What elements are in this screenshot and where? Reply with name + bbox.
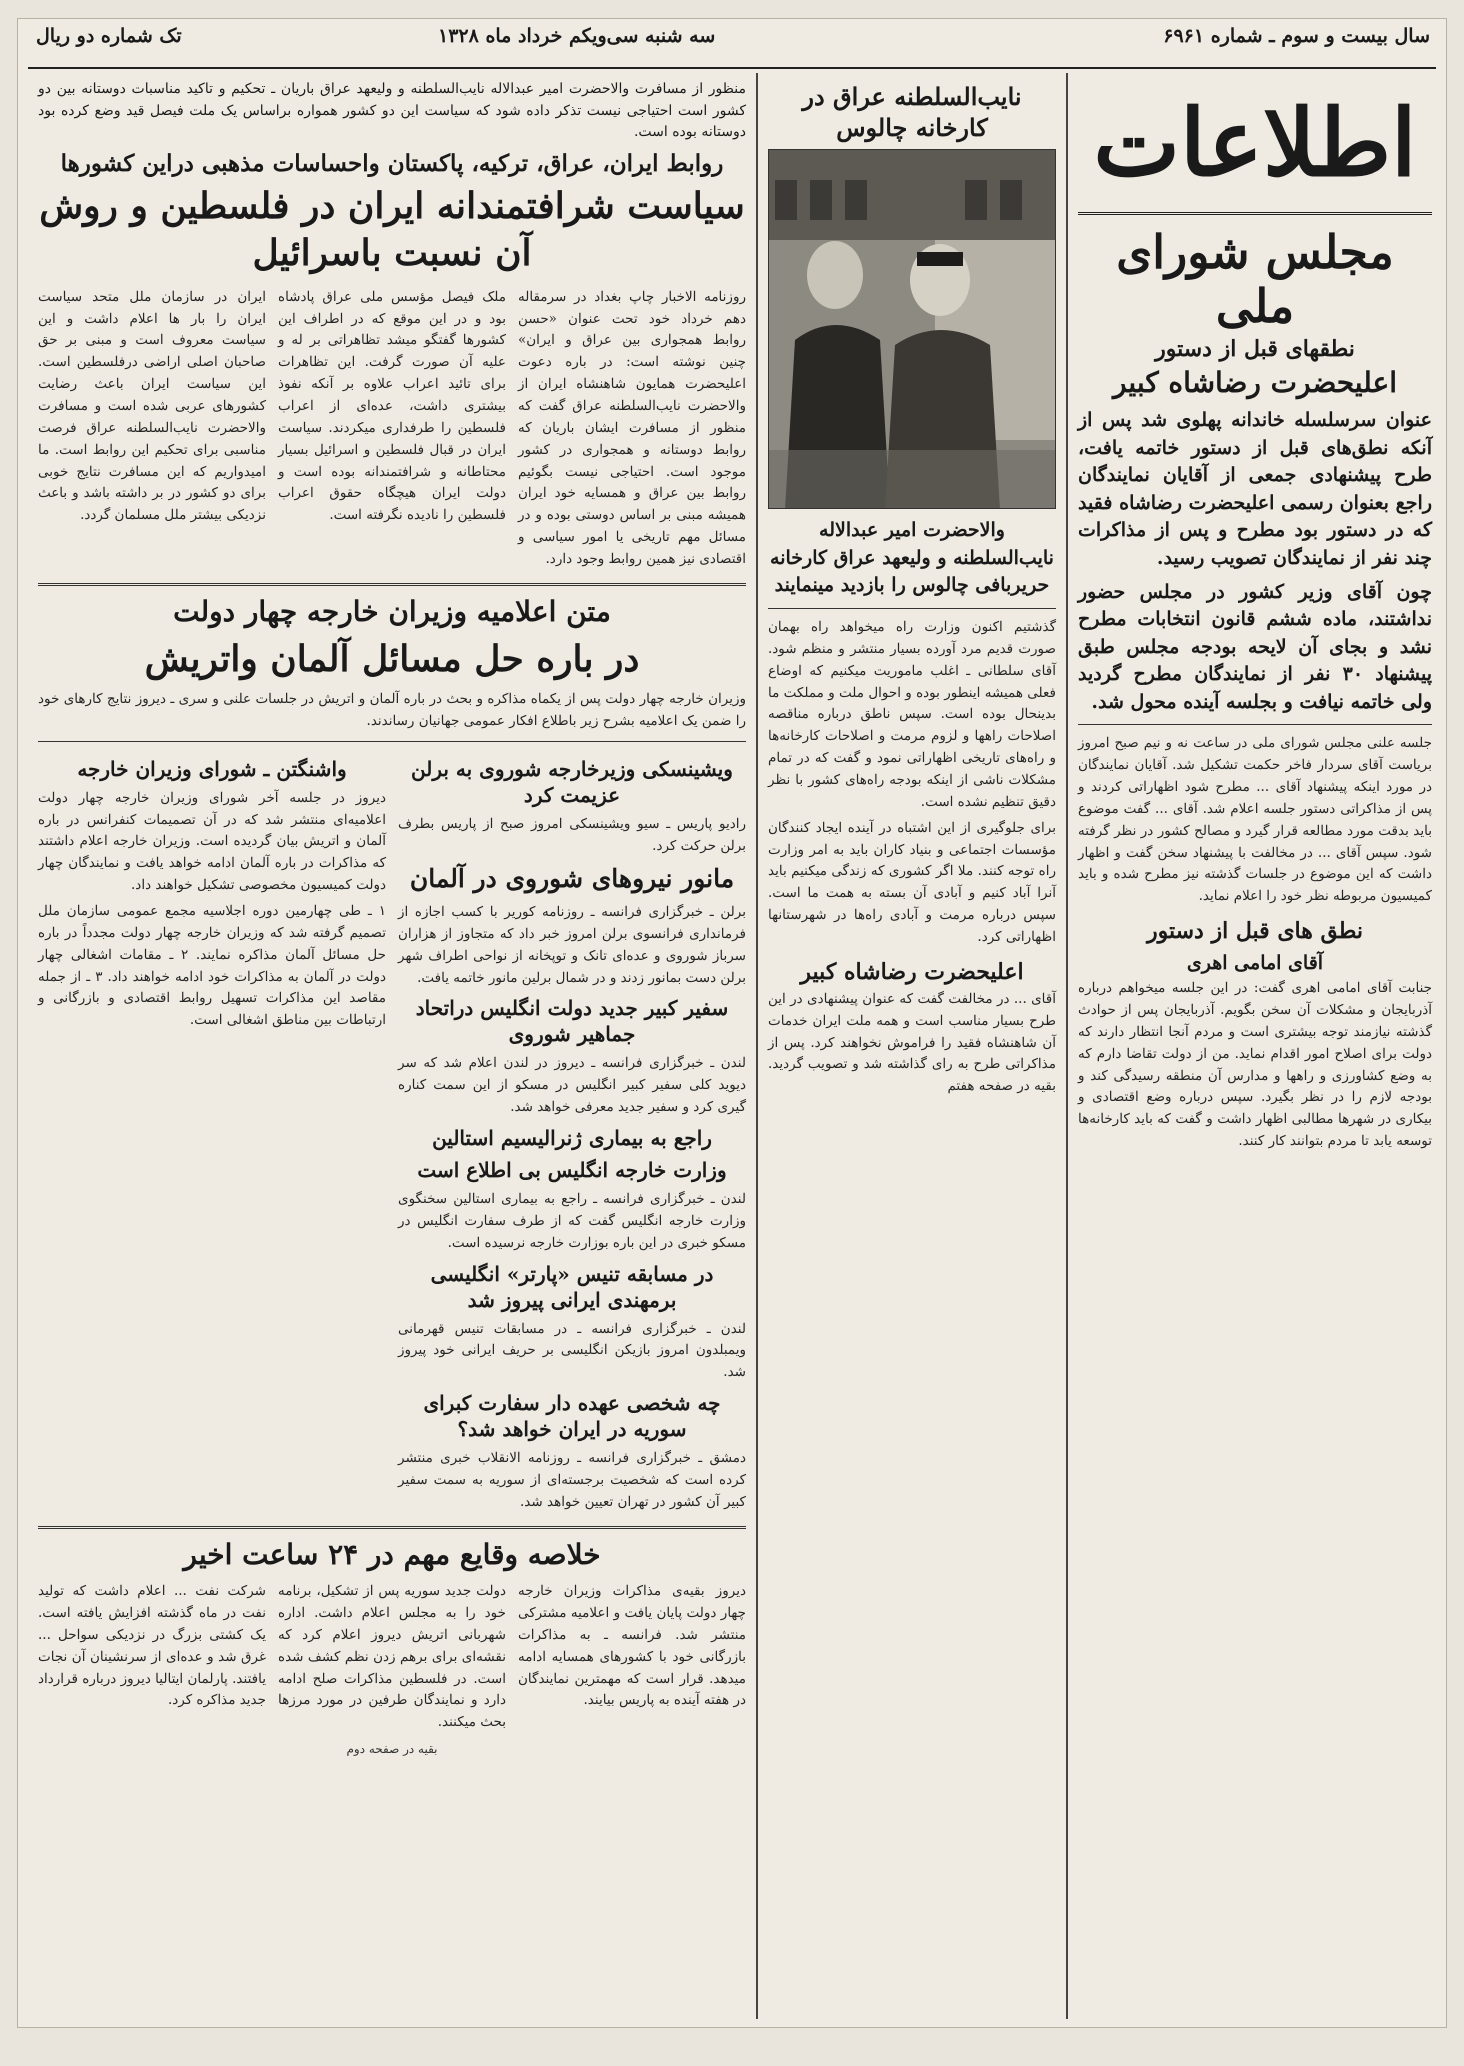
- notice-body: وزیران خارجه چهار دولت پس از یکماه مذاکره و بحث در باره آلمان و اتریش در جلسات علنی و سری ـ دیروز نتایج کارهای خود را ضمن یک اعلامیه بشرح زیر باطلاع افکار عمومی جهانیان رساندند.: [38, 691, 746, 729]
- divider: [38, 583, 746, 586]
- parliament-headline: مجلس شورای ملی: [1116, 225, 1394, 334]
- summary-body-1: دیروز بقیه‌ی مذاکرات وزیران خارجه چهار دولت پایان یافت و اعلامیه مشترکی منتشر شد. فرانسه ـ به مذاکرات بازرگانی خود با کشورهای همسایه ادامه میدهد. قرار است که مهمترین نمایندگان در هفته آینده به پاریس بیایند.: [518, 1583, 746, 1709]
- mid-body-2: ۱ ـ طی چهارمین دوره اجلاسیه مجمع عمومی سازمان ملل تصمیم گرفته شد که وزیران خارجه چهار دولت مجدداً در باره حل مسائل آلمان مذاکره نمایند. ۲ ـ مقامات اشغالی چهار دولت در آلمان به مذاکرات خود ادامه خواهند داد. ۳ ـ از جمله مقاصد این مذاکرات تسهیل روابط اقتصادی و بازرگانی و ارتباطات بین مناطق اشغالی است.: [38, 903, 386, 1029]
- section-title: نطق های قبل از دستور: [1146, 918, 1364, 945]
- block4-title: راجع به بیماری ژنرالیسیم استالین: [432, 1125, 712, 1150]
- parliament-lead-2: چون آقای وزیر کشور در مجلس حضور نداشتند، ماده ششم قانون انتخابات مطرح نشد و بجای آن لایحه بودجه مجلس طبق پیشنهاد ۳۰ نفر از نمایندگان مطرح گردید ولی خاتمه نیافت و بجلسه آینده محول شد.: [1078, 580, 1432, 713]
- photo-caption: والاحضرت امیر عبدالاله نایب‌السلطنه و ولیعهد عراق کارخانه حریربافی چالوس را بازدید مینمایند: [770, 519, 1054, 597]
- summary-body-3: شرکت نفت ... اعلام داشت که تولید نفت در ماه گذشته افزایش یافته است. یک کشتی بزرگ در نزدیکی سواحل ... غرق شد و عده‌ای از سرنشینان آن نجات یافتند. پارلمان ایتالیا دیروز درباره قرارداد جدید مذاکره کرد.: [38, 1583, 266, 1709]
- divider: [38, 1526, 746, 1529]
- column-parliament: [1068, 73, 1446, 2019]
- block1-body: رادیو پاریس ـ سیو ویشینسکی امروز صبح از پاریس بطرف برلن حرکت کرد.: [398, 815, 746, 854]
- summary-body-2: دولت جدید سوریه پس از تشکیل، برنامه خود را به مجلس اعلام داشت. اداره شهربانی اتریش دیروز اعلام کرد که نقشه‌ای برای برهم زدن نظم کشف شده است. در فلسطین مذاکرات صلح ادامه دارد و نمایندگان طرفین در مورد مرزها بحث میکنند.: [278, 1583, 506, 1731]
- mid-title: واشنگتن ـ شورای وزیران خارجه: [77, 756, 347, 781]
- lower-columns: [38, 750, 746, 1518]
- parliament-subhead-2: اعلیحضرت رضاشاه کبیر: [1112, 365, 1398, 399]
- issue-date: سه شنبه سی‌ویکم خرداد ماه ۱۳۲۸: [438, 25, 716, 47]
- photo-body-1: گذشتیم اکنون وزارت راه میخواهد راه بهمان صورت قدیم مرد آورده بسیار منتشر و منظم شود. آقای سلطانی ـ اغلب ماموریت میکنیم که اوضاع فعلی همیشه اینطور بوده و احوال ملت و مملکت ما بدینحال بوده است. سپس ناطق درباره مناقصه اصلاحات راهها و لزوم مرمت و اصلاحات کارخانه‌ها و راه‌های تاریخی اظهاراتی نمود و گفت که در تمام مشکلات ناشی از اینکه بودجه راه‌های کشور با نظر دقیق تنظیم نشده است.: [768, 619, 1056, 810]
- block5-body: لندن ـ خبرگزاری فرانسه ـ در مسابقات تنیس قهرمانی ویمبلدون امروز بازیکن انگلیسی بر حریف ایرانی خود پیروز شد.: [398, 1320, 746, 1381]
- continued-note: بقیه در صفحه دوم: [346, 1742, 438, 1757]
- photo-section-subtitle: اعلیحضرت رضاشاه کبیر: [800, 958, 1024, 985]
- photo-title: نایب‌السلطنه عراق در کارخانه چالوس: [802, 82, 1022, 143]
- summary-title: خلاصه وقایع مهم در ۲۴ ساعت اخیر: [183, 1537, 601, 1571]
- divider: [38, 741, 746, 742]
- newspaper-page: [17, 18, 1447, 2028]
- photo-body-3: آقای ... در مخالفت گفت که عنوان پیشنهادی در این طرح بسیار مناسب است و همه ملت ایران خدمات آن شاهنشاه فقید را فراموش نخواهند کرد. پس از مذاکراتی طرح به رای گذاشته شد و تصویب گردید. بقیه در صفحه هفتم: [768, 990, 1056, 1095]
- news-body-a: روزنامه الاخبار چاپ بغداد در سرمقاله دهم خرداد خود تحت عنوان «حسن روابط همجواری بین عراق و ایران» چنین نوشته است: در باره دعوت اعلیحضرت همایون شاهنشاه ایران از والاحضرت نایب‌السلطنه عراق گفت که منظور از مسافرت ایشان باریان که روابط دوستانه و همجواری در کشور موجود است. احتیاجی نیست بگوئیم روابط بین عراق و همسایه خود ایران همیشه مبنی بر اساس دوستی بوده و در مسائل مهم تاریخی یا امور سیاسی و اقتصادی نیز همین روابط وجود دارد.: [518, 288, 746, 567]
- parliament-subhead-1: نطقهای قبل از دستور: [1155, 336, 1355, 363]
- news-body-b: ملک فیصل مؤسس ملی عراق پادشاه بود و در این موقع که در اطراف این کشورها گفتگو میشد تظاهراتی بر له و علیه آن صورت گرفت. این تظاهرات برای تائید اعراب علاوه بر آنکه نفوذ بیشتری داشت، عده‌ای از اعراب فلسطین را طرفداری میکردند. سیاست ایران در قبال فلسطین و اسرائیل بسیار محتاطانه و شرافتمندانه بوده است و دولت ایران هیچگاه حقوق اعراب فلسطین را نادیده نگرفته است.: [278, 288, 506, 524]
- summary-columns: [38, 1577, 746, 1738]
- wire-news: [398, 750, 746, 1518]
- parliament-body-1: جلسه علنی مجلس شورای ملی در ساعت نه و نیم صبح امروز بریاست آقای سردار فاخر حکمت تشکیل شد. آقایان نمایندگان در مورد اینکه پیشنهاد آقای ... مطرح شود اظهاراتی کردند و پس از مذاکراتی دستور جلسه اعلام شد. آقای ... گفت موضوع باید بدقت مورد مطالعه قرار گیرد و مصالح کشور در نظر گرفته شود. سپس آقای ... در مخالفت با پیشنهاد سخن گفت و اظهار داشت که این موضوع در جلسات گذشته نیز مطرح شده و باید کمیسیون مربوطه نظر خود را اعلام نماید.: [1078, 735, 1432, 905]
- notice-headline: در باره حل مسائل آلمان واتریش: [144, 638, 640, 681]
- section-subtitle: آقای امامی اهری: [1186, 952, 1324, 975]
- block6-title: چه شخصی عهده دار سفارت کبرای سوریه در ایران خواهد شد؟: [423, 1391, 721, 1442]
- divider: [768, 608, 1056, 609]
- notice-title: متن اعلامیه وزیران خارجه چهار دولت: [173, 594, 611, 628]
- council-news: [38, 750, 386, 1518]
- photo-body-2: برای جلوگیری از این اشتباه در آینده ایجاد کنندگان مؤسسات اجتماعی و بنیاد کاران باید به امر وزارت راه توجه کنند. ملا اگر کشوری که زندگی میکنیم باید آنرا آباد کنیم و آبادی آن بسته به همت ما است. سپس درباره مرمت و آبادی راه‌ها در شهرستانها اظهاراتی کرد.: [768, 819, 1056, 946]
- block5-title: در مسابقه تنیس «پارتر» انگلیسی برمهندی ایرانی پیروز شد: [430, 1261, 714, 1312]
- news-headline-small: روابط ایران، عراق، ترکیه، پاکستان واحساسات مذهبی دراین کشورها: [60, 150, 724, 178]
- mid-body-1: دیروز در جلسه آخر شورای وزیران خارجه چهار دولت اعلامیه‌ای منتشر شد که در آن تصمیمات کنفرانس در باره آلمان و اتریش بیان گردیده است. وزیران خارجه اعلام داشتند که مذاکرات در باره آلمان ادامه خواهد یافت و نمایندگان چهار دولت کمیسیون مخصوصی تشکیل خواهند داد.: [38, 789, 386, 894]
- block4-body: لندن ـ خبرگزاری فرانسه ـ راجع به بیماری استالین سخنگوی وزارت خارجه انگلیس گفت که از طرف سفارت انگلیس در مسکو خبری در این باره بوزارت خارجه نرسیده است.: [398, 1190, 746, 1251]
- news-photo: [768, 149, 1056, 509]
- parliament-body-2: جنابت آقای امامی اهری گفت: در این جلسه میخواهم درباره آذربایجان و مشکلات آن سخن بگویم. آذربایجان پس از حوادث گذشته نیازمند توجه بیشتری است و مردم آنجا انتظار دارند که دولت برای اصلاح امور اقدام نماید. من از دولت تقاضا دارم که به وضع کشاورزی و راهها و مدارس آن منطقه رسیدگی کند و بودجه لازم را در نظر بگیرد. سپس درباره وضع اقتصادی و بیکاری در شهرها مطالبی اظهار داشت و گفت که باید کارخانه‌ها توسعه یابد تا مردم بتوانند کار کنند.: [1078, 980, 1432, 1150]
- masthead-rule: [1078, 212, 1432, 215]
- news-headline-big: سیاست شرافتمندانه ایران در فلسطین و روش آن نسبت باسرائیل: [39, 185, 745, 274]
- divider: [1078, 724, 1432, 725]
- block3-title: سفیر کبیر جدید دولت انگلیس دراتحاد جماهیر شوروی: [415, 996, 729, 1047]
- block2-body: برلن ـ خبرگزاری فرانسه ـ روزنامه کوریر با کسب اجازه از فرمانداری فرانسوی برلن امروز خبر داد که متجاوز از هزاران سرباز شوروی و عده‌ای تانک و توپخانه از نواحی اطراف شهر برلن دست بمانور زدند و در شمال برلین مانور خاتمه یافت.: [398, 903, 746, 986]
- news-intro: منظور از مسافرت والاحضرت امیر عبدالاله نایب‌السلطنه و ولیعهد عراق باریان ـ تحکیم و تاکید مناسبات دوستانه بین دو کشور است احتیاجی نیست تذکر داده شود که سیاست این دو کشور همواره براساس یک ملت فیصل قید وضع کرده بود دوستانه بوده است.: [38, 81, 746, 141]
- photo-image: [768, 150, 1055, 509]
- block2-title: مانور نیروهای شوروی در آلمان: [409, 864, 735, 894]
- column-photo: [758, 73, 1068, 2019]
- issue-number: سال بیست و سوم ـ شماره ۶۹۶۱: [1163, 25, 1430, 47]
- block4-subtitle: وزارت خارجه انگلیس بی اطلاع است: [417, 1157, 727, 1182]
- block6-body: دمشق ـ خبرگزاری فرانسه ـ روزنامه الانقلاب خبری منتشر کرده است که شخصیت برجسته‌ای از سوریه به سمت سفیر کبیر آن کشور در تهران تعیین خواهد شد.: [398, 1450, 746, 1510]
- news-columns: [38, 283, 746, 575]
- header-rule: [28, 67, 1436, 69]
- news-body-c: ایران در سازمان ملل متحد سیاست ایران را بار ها اعلام داشت و این سیاست معروف است و مبنی بر حق صاحبان اصلی اراضی درفلسطین است. این سیاست ایران باعث رضایت کشورهای عربی شده است و مسافرت والاحضرت نایب‌السلطنه عراق فرصت مناسبی برای تحکیم این روابط است. ما امیدواریم که این مسافرت نتایج خوبی برای دو کشور در بر داشته باشد و باعث نزدیکی بیشتر ملل مسلمان گردد.: [38, 288, 266, 524]
- block1-title: ویشینسکی وزیرخارجه شوروی به برلن عزیمت کرد: [411, 756, 733, 807]
- issue-price: تک شماره دو ریال: [36, 25, 182, 47]
- block3-body: لندن ـ خبرگزاری فرانسه ـ دیروز در لندن اعلام شد که سر دیوید کلی سفیر کبیر انگلیس در مسکو از این سمت کناره گیری کرد و سفیر جدید معرفی خواهد شد.: [398, 1055, 746, 1116]
- masthead-logo: اطلاعات: [1093, 89, 1417, 197]
- parliament-lead: عنوان سرسلسله خاندانه پهلوی شد پس از آنکه نطق‌های قبل از دستور خاتمه یافت، طرح پیشنهادی جمعی از آقایان نمایندگان راجع بعنوان رسمی اعلیحضرت رضاشاه فقید که در دستور بود مطرح و پس از مذاکرات چند نفر از نمایندگان تصویب رسید.: [1078, 409, 1432, 569]
- column-news: [28, 73, 758, 2019]
